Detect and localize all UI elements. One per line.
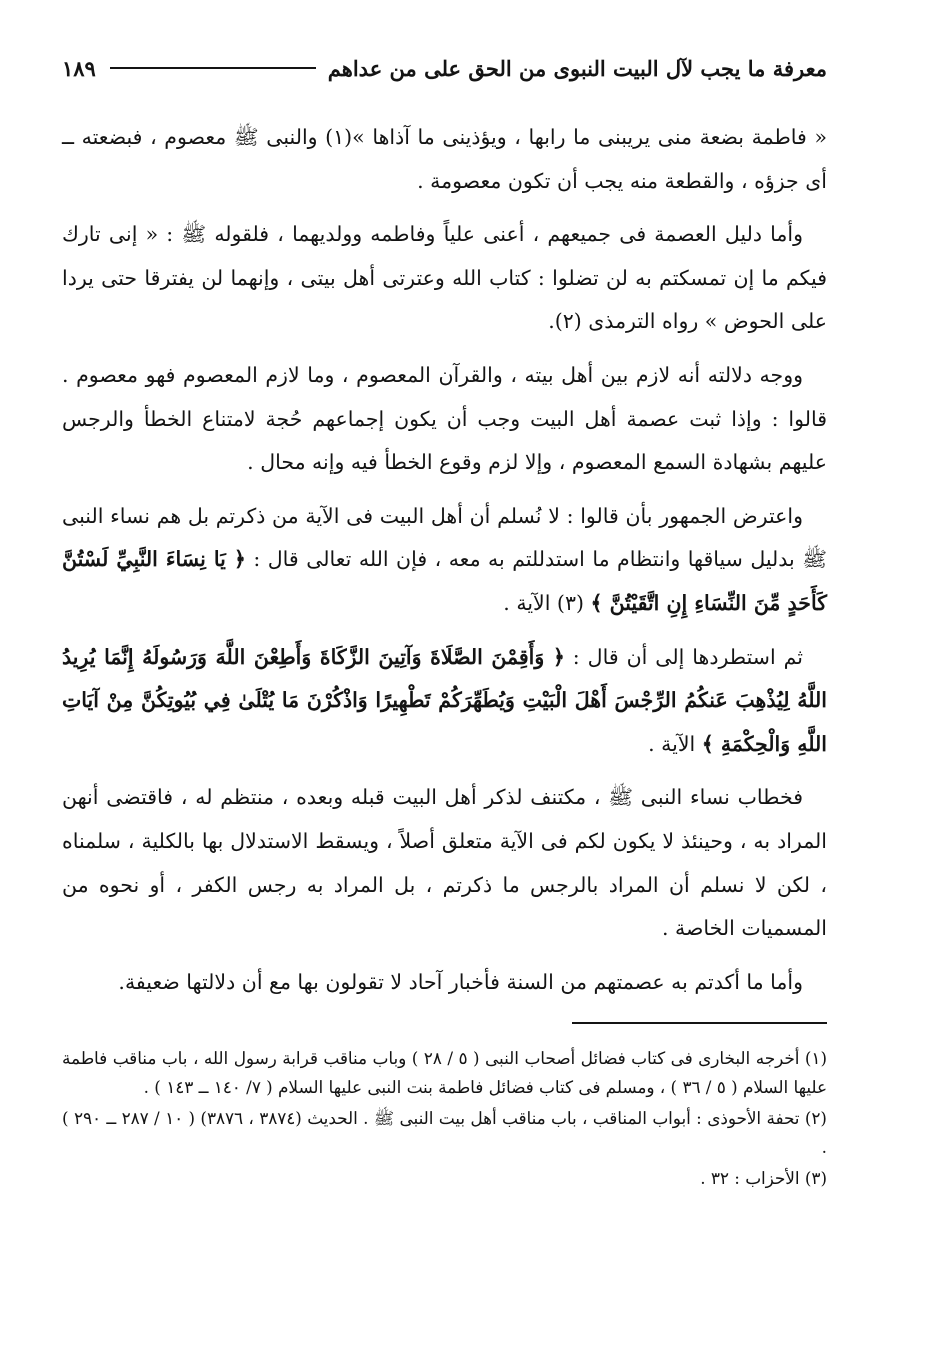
paragraph-5-text: ثم استطردها إلى أن قال :	[564, 644, 803, 669]
footnotes	[62, 1044, 827, 1193]
paragraph-7: وأما ما أكدتم به عصمتهم من السنة فأخبار آحاد لا تقولون بها مع أن دلالتها ضعيفة.	[118, 969, 803, 994]
quran-verse-2: ﴿ وَأَقِمْنَ الصَّلَاةَ وَآتِينَ الزَّكَاةَ وَأَطِعْنَ اللَّهَ وَرَسُولَهُ إِنَّمَا يُرِيدُ اللَّهُ لِيُذْهِبَ عَنكُمُ الرِّجْسَ أَهْلَ الْبَيْتِ وَيُطَهِّرَكُمْ تَطْهِيرًا وَاذْكُرْنَ مَا يُتْلَىٰ فِي بُيُوتِكُنَّ مِنْ آيَاتِ اللَّهِ وَالْحِكْمَةِ ﴾	[62, 644, 827, 756]
header-rule	[110, 67, 316, 69]
paragraph-4-text: واعترض الجمهور بأن قالوا : لا نُسلم أن أهل البيت فى الآية من ذكرتم بل هم نساء النبى ﷺ بدليل سياقها وانتظام ما استدللتم به معه ، فإن الله تعالى قال :	[62, 503, 827, 572]
page-number: ١٨٩	[62, 55, 96, 81]
paragraph-1: « فاطمة بضعة منى يريبنى ما رابها ، ويؤذينى ما آذاها »(١) والنبى ﷺ معصوم ، فبضعته ــ أى جزؤه ، والقطعة منه يجب أن تكون معصومة .	[62, 125, 827, 193]
running-title: معرفة ما يجب لآل البيت النبوى من الحق على من عداهم	[327, 55, 827, 81]
paragraph-2: وأما دليل العصمة فى جميعهم ، أعنى علياً وفاطمه وولديهما ، فلقوله ﷺ : « إنى تارك فيكم ما إن تمسكتم به لن تضلوا : كتاب الله وعترتى أهل بيتى ، وإنهما لن يفترقا حتى يردا على الحوض » رواه الترمذى (٢).	[62, 222, 827, 334]
paragraph-4-tail: (٣) الآية .	[503, 590, 591, 615]
paragraph-5	[62, 636, 827, 767]
quran-verse-1: ﴿ يَا نِسَاءَ النَّبِيِّ لَسْتُنَّ كَأَحَدٍ مِّنَ النِّسَاءِ إِنِ اتَّقَيْتُنَّ ﴾	[62, 547, 827, 615]
main-text	[62, 116, 827, 1004]
paragraph-3: ووجه دلالته أنه لازم بين أهل بيته ، والقرآن المعصوم ، وما لازم المعصوم فهو معصوم . قالوا : وإذا ثبت عصمة أهل البيت وجب أن يكون إجماعهم حُجة لامتناع الخطأ والرجس عليهم بشهادة السمع المعصوم ، وإلا لزم وقوع الخطأ فيه وإنه محال .	[62, 362, 827, 475]
footnote-2: (٢) تحفة الأحوذى : أبواب المناقب ، باب مناقب أهل بيت النبى ﷺ . الحديث (٣٨٧٤ ، ٣٨٧٦) ( ١٠ / ٢٨٧ ــ ٢٩٠ ) .	[62, 1108, 827, 1158]
footnote-separator	[572, 1022, 827, 1024]
book-page	[62, 48, 827, 1195]
running-header	[62, 48, 827, 88]
paragraph-5-tail: الآية .	[648, 731, 702, 756]
paragraph-6: فخطاب نساء النبى ﷺ ، مكتنف لذكر أهل البيت قبله وبعده ، منتظم له ، فاقتضى أنهن المراد به ، وحينئذ لا يكون لكم فى الآية متعلق أصلاً ، ويسقط الاستدلال بها بالكلية ، سلمناه ، لكن لا نسلم أن المراد بالرجس ما ذكرتم ، بل المراد به رجس الكفر ، أو نحوه من المسميات الخاصة .	[62, 785, 827, 941]
paragraph-4	[62, 495, 827, 626]
footnote-1: (١) أخرجه البخارى فى كتاب فضائل أصحاب النبى ( ٥ / ٢٨ ) وباب مناقب قرابة رسول الله ، باب مناقب فاطمة عليها السلام ( ٥ / ٣٦ ) ، ومسلم فى كتاب فضائل فاطمة بنت النبى عليها السلام ( ٧/ ١٤٠ ــ ١٤٣ ) .	[62, 1048, 827, 1098]
footnote-3: (٣) الأحزاب : ٣٢ .	[700, 1168, 827, 1189]
